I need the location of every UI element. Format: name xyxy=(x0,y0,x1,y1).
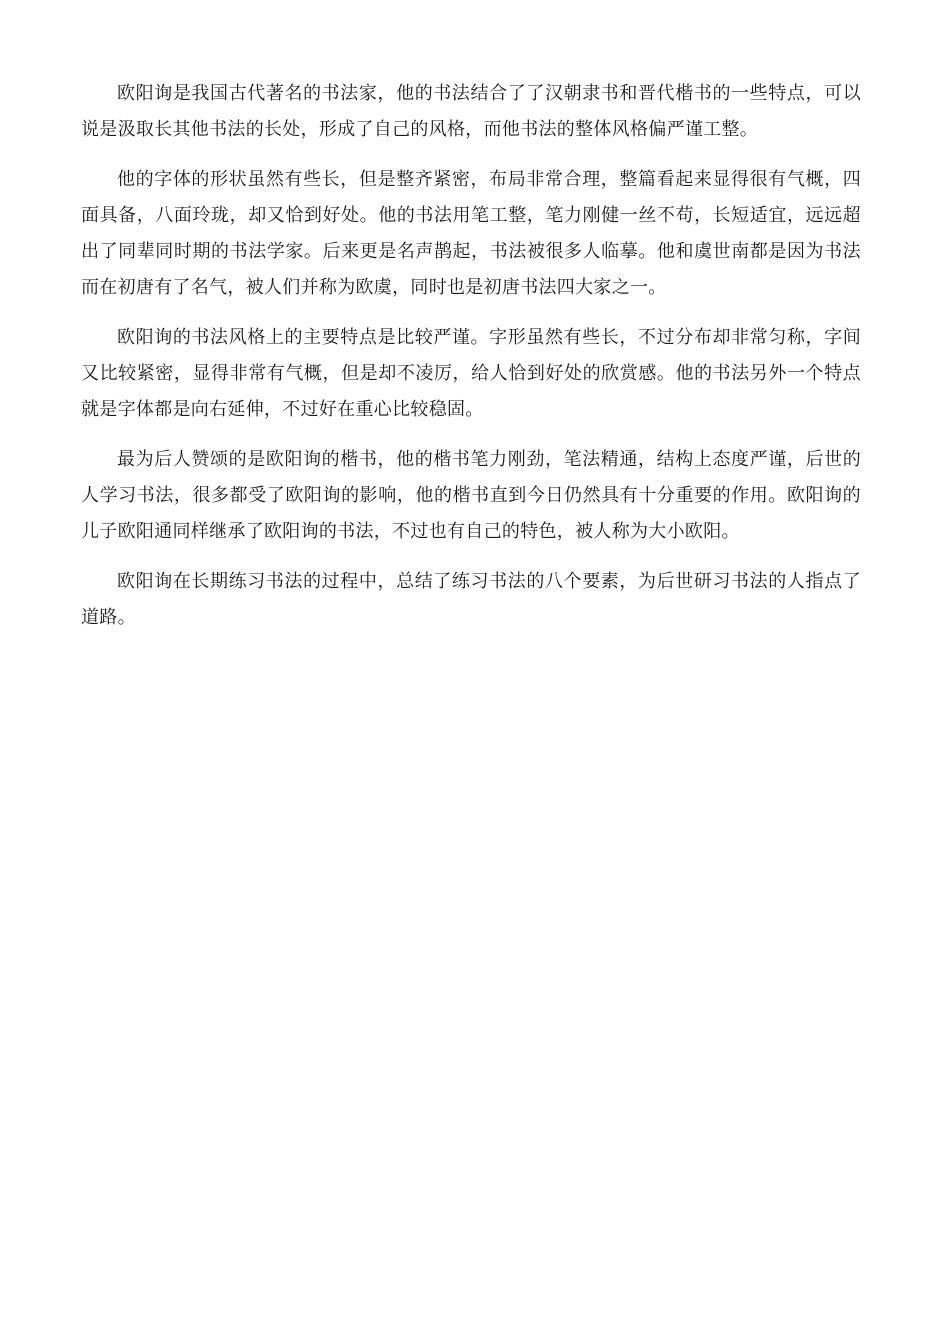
paragraph-3: 欧阳询的书法风格上的主要特点是比较严谨。字形虽然有些长，不过分布却非常匀称，字间又比较紧密，显得非常有气概，但是却不凌厉，给人恰到好处的欣赏感。他的书法另外一个特点就是字体都是向右延伸，不过好在重心比较稳固。 xyxy=(81,327,861,420)
paragraph-4: 最为后人赞颂的是欧阳询的楷书，他的楷书笔力刚劲，笔法精通，结构上态度严谨，后世的人学习书法，很多都受了欧阳询的影响，他的楷书直到今日仍然具有十分重要的作用。欧阳询的儿子欧阳通同样继承了欧阳询的书法，不过也有自己的特色，被人称为大小欧阳。 xyxy=(81,449,861,542)
paragraph-2: 他的字体的形状虽然有些长，但是整齐紧密，布局非常合理，整篇看起来显得很有气概，四面具备，八面玲珑，却又恰到好处。他的书法用笔工整，笔力刚健一丝不苟，长短适宜，远远超出了同辈同时期的书法学家。后来更是名声鹊起，书法被很多人临摹。他和虞世南都是因为书法而在初唐有了名气，被人们并称为欧虞，同时也是初唐书法四大家之一。 xyxy=(81,169,861,298)
paragraph-5: 欧阳询在长期练习书法的过程中，总结了练习书法的八个要素，为后世研习书法的人指点了道路。 xyxy=(81,571,861,628)
document-body xyxy=(81,76,861,650)
paragraph-1: 欧阳询是我国古代著名的书法家，他的书法结合了了汉朝隶书和晋代楷书的一些特点，可以说是汲取长其他书法的长处，形成了自己的风格，而他书法的整体风格偏严谨工整。 xyxy=(81,83,861,140)
